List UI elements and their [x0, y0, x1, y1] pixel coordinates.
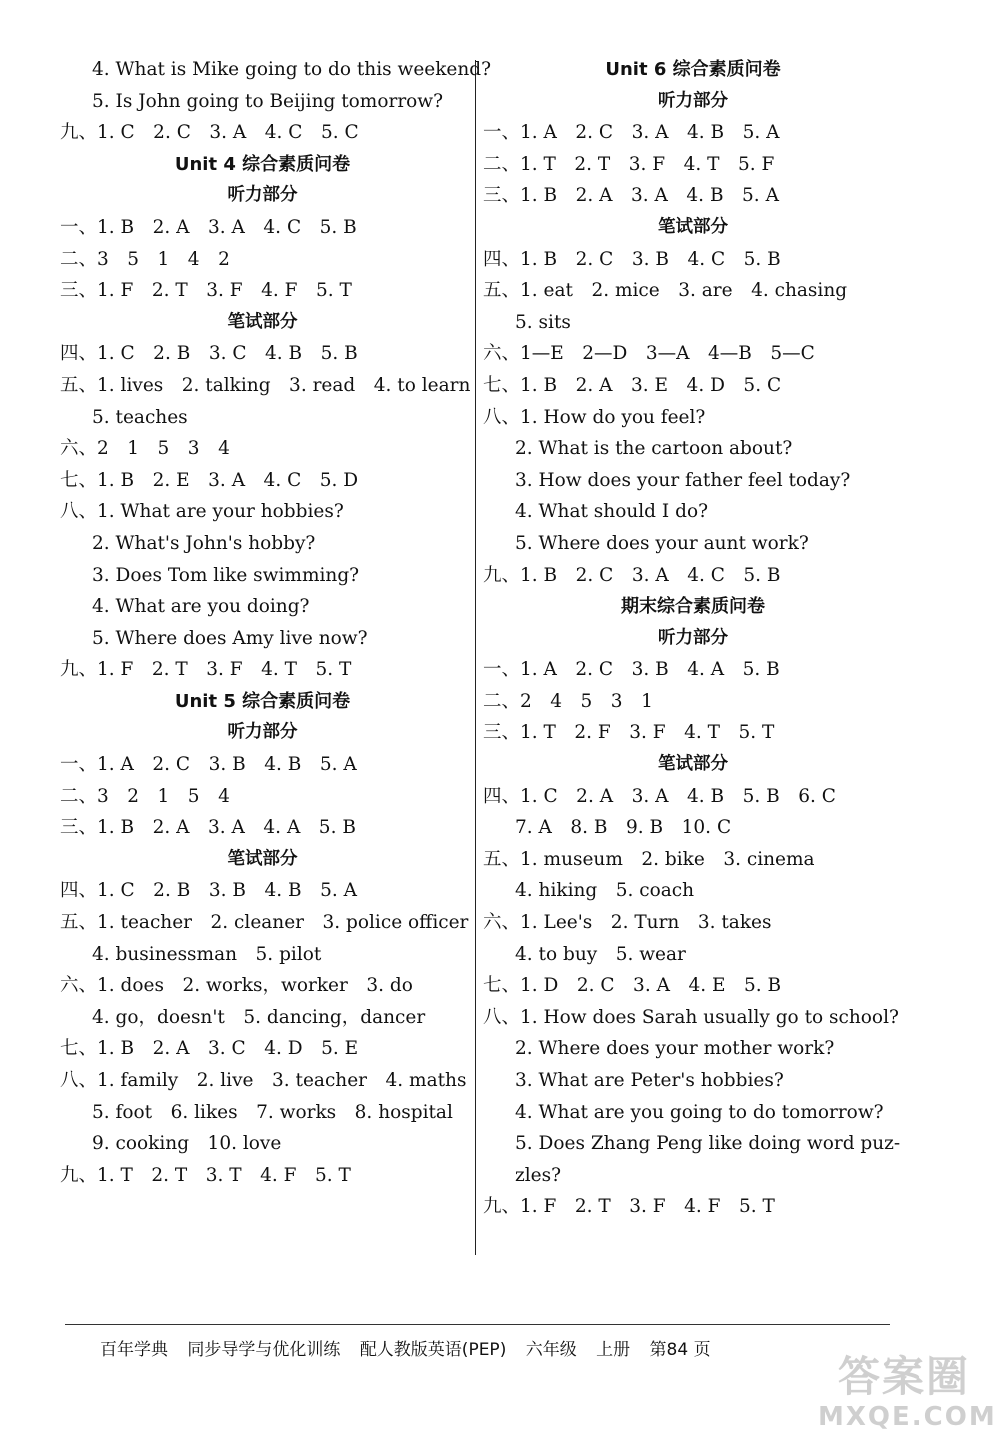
- answer-line: 一、1. A 2. C 3. A 4. B 5. A: [483, 122, 780, 144]
- answer-line: 七、1. B 2. A 3. E 4. D 5. C: [483, 374, 782, 396]
- answer-line: 九、1. B 2. C 3. A 4. C 5. B: [483, 564, 781, 586]
- section-title: Unit 6 综合素质问卷: [605, 59, 781, 80]
- footer-book: 百年学典: [100, 1340, 168, 1360]
- answer-line: 七、1. B 2. A 3. C 4. D 5. E: [60, 1038, 359, 1060]
- footer-page-number: 第84 页: [649, 1340, 711, 1360]
- footer-grade: 六年级: [525, 1340, 577, 1360]
- answer-line: 7. A 8. B 9. B 10. C: [515, 817, 732, 839]
- answer-line: 九、1. C 2. C 3. A 4. C 5. C: [60, 122, 359, 144]
- subsection-title: 笔试部分: [658, 754, 728, 775]
- answer-line: zles?: [515, 1164, 562, 1186]
- watermark-bottom: MXQE.COM: [818, 1402, 997, 1432]
- answer-line: 三、1. B 2. A 3. A 4. B 5. A: [483, 185, 779, 207]
- answer-line: 八、1. What are your hobbies?: [60, 501, 344, 523]
- answer-line: 二、3 5 1 4 2: [60, 248, 230, 270]
- answer-line: 9. cooking 10. love: [92, 1133, 282, 1155]
- answer-line: 2. Where does your mother work?: [515, 1038, 835, 1060]
- subsection-title: 笔试部分: [658, 216, 728, 237]
- answer-line: 4. to buy 5. wear: [515, 943, 686, 965]
- answer-line: 4. What are you going to do tomorrow?: [515, 1101, 884, 1123]
- subsection-title: 笔试部分: [227, 848, 298, 869]
- answer-line: 三、1. B 2. A 3. A 4. A 5. B: [60, 817, 356, 839]
- answer-line: 五、1. museum 2. bike 3. cinema: [483, 848, 815, 870]
- section-title: Unit 4 综合素质问卷: [174, 153, 351, 175]
- answer-line: 八、1. family 2. live 3. teacher 4. maths: [60, 1070, 467, 1091]
- subsection-title: 笔试部分: [227, 311, 298, 332]
- right-column: [483, 54, 903, 1223]
- subsection-title: 听力部分: [227, 185, 298, 206]
- answer-line: 四、1. B 2. C 3. B 4. C 5. B: [483, 248, 781, 270]
- answer-line: 一、1. A 2. C 3. B 4. B 5. A: [60, 754, 357, 776]
- answer-line: 七、1. B 2. E 3. A 4. C 5. D: [60, 469, 359, 491]
- answer-line: 5. teaches: [92, 406, 188, 428]
- footer-series: 同步导学与优化训练: [187, 1340, 341, 1360]
- answer-line: 九、1. F 2. T 3. F 4. F 5. T: [483, 1196, 775, 1218]
- answer-line: 5. Where does Amy live now?: [92, 627, 368, 649]
- footer-volume: 上册: [596, 1340, 631, 1360]
- answer-line: 六、1. Lee's 2. Turn 3. takes: [483, 912, 772, 934]
- answer-line: 七、1. D 2. C 3. A 4. E 5. B: [483, 975, 782, 997]
- subsection-title: 听力部分: [658, 90, 728, 111]
- answer-line: 五、1. teacher 2. cleaner 3. police officer: [60, 912, 469, 934]
- answer-line: 4. hiking 5. coach: [515, 880, 695, 902]
- answer-line: 4. What is Mike going to do this weekend?: [92, 59, 492, 80]
- answer-line: 五、1. eat 2. mice 3. are 4. chasing: [483, 280, 848, 302]
- answer-line: 八、1. How does Sarah usually go to school?: [483, 1006, 899, 1028]
- answer-line: 二、1. T 2. T 3. F 4. T 5. F: [483, 153, 775, 175]
- answer-line: 5. Where does your aunt work?: [515, 532, 809, 554]
- answer-line: 5. Is John going to Beijing tomorrow?: [92, 90, 444, 112]
- answer-line: 4. What should I do?: [515, 501, 708, 523]
- answer-line: 三、1. F 2. T 3. F 4. F 5. T: [60, 280, 352, 302]
- subsection-title: 听力部分: [658, 627, 728, 648]
- watermark-top: 答案圈: [837, 1352, 970, 1401]
- answer-line: 5. sits: [515, 311, 571, 333]
- answer-line: 四、1. C 2. A 3. A 4. B 5. B 6. C: [483, 785, 836, 807]
- answer-line: 4. What are you doing?: [92, 596, 310, 618]
- column-divider: [475, 60, 476, 1255]
- answer-line: 4. businessman 5. pilot: [92, 943, 322, 965]
- answer-line: 2. What's John's hobby?: [92, 532, 316, 554]
- section-title: Unit 5 综合素质问卷: [174, 690, 351, 712]
- watermark-logo: [818, 1352, 997, 1434]
- answer-line: 二、2 4 5 3 1: [483, 690, 653, 712]
- answer-line: 3. What are Peter's hobbies?: [515, 1070, 784, 1091]
- answer-line: 2. What is the cartoon about?: [515, 438, 793, 460]
- answer-line: 3. Does Tom like swimming?: [92, 564, 360, 586]
- answer-line: 5. foot 6. likes 7. works 8. hospital: [92, 1101, 453, 1123]
- answer-line: 六、2 1 5 3 4: [60, 438, 230, 460]
- answer-line: 四、1. C 2. B 3. C 4. B 5. B: [60, 343, 358, 365]
- section-title: 期末综合素质问卷: [621, 596, 765, 618]
- answer-line: 五、1. lives 2. talking 3. read 4. to learn: [60, 374, 471, 396]
- answer-line: 九、1. T 2. T 3. T 4. F 5. T: [60, 1164, 351, 1186]
- footer-rule: [65, 1324, 890, 1325]
- answer-line: 九、1. F 2. T 3. F 4. T 5. T: [60, 659, 352, 681]
- answer-line: 一、1. B 2. A 3. A 4. C 5. B: [60, 216, 357, 238]
- subsection-title: 听力部分: [227, 722, 298, 743]
- page-footer: [100, 1335, 725, 1360]
- answer-line: 三、1. T 2. F 3. F 4. T 5. T: [483, 722, 775, 744]
- answer-line: 4. go，doesn't 5. dancing，dancer: [92, 1006, 426, 1028]
- answer-line: 3. How does your father feel today?: [515, 469, 851, 491]
- answer-line: 四、1. C 2. B 3. B 4. B 5. A: [60, 880, 357, 902]
- answer-line: 六、1. does 2. works，worker 3. do: [60, 975, 413, 997]
- answer-line: 一、1. A 2. C 3. B 4. A 5. B: [483, 659, 780, 681]
- answer-line: 六、1—E 2—D 3—A 4—B 5—C: [483, 343, 815, 365]
- left-column: [60, 54, 492, 1191]
- answer-line: 5. Does Zhang Peng like doing word puz-: [515, 1133, 901, 1155]
- answer-line: 八、1. How do you feel?: [483, 406, 706, 428]
- footer-edition: 配人教版英语(PEP): [359, 1340, 507, 1360]
- answer-line: 二、3 2 1 5 4: [60, 785, 230, 807]
